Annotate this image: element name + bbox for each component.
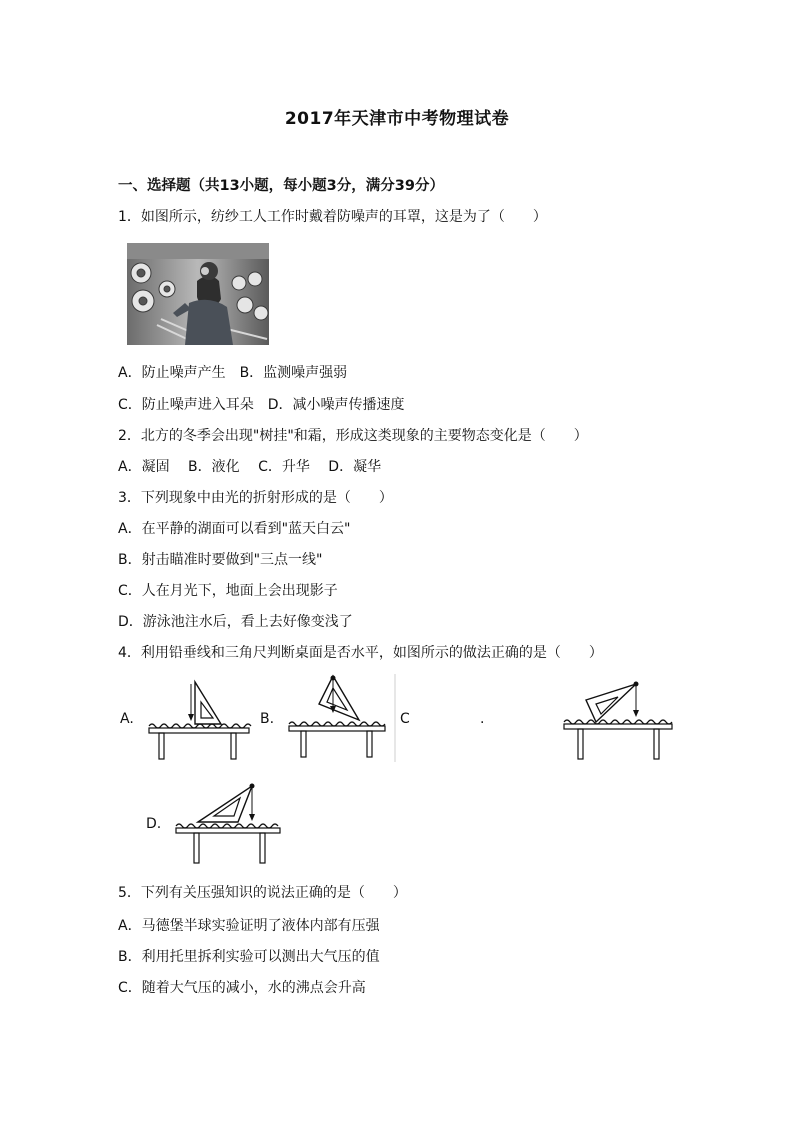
figure-a-diagram <box>145 676 253 764</box>
question-5-stem: 5．下列有关压强知识的说法正确的是（ ） <box>118 885 407 901</box>
question-1-options-ab: A．防止噪声产生 B．监测噪声强弱 <box>118 365 348 381</box>
figure-c-label-dot: . <box>480 711 485 727</box>
question-3-option-a: A．在平静的湖面可以看到"蓝天白云" <box>118 521 351 537</box>
question-5-option-b: B．利用托里拆利实验可以测出大气压的值 <box>118 949 380 965</box>
page-title: 2017年天津市中考物理试卷 <box>284 109 510 129</box>
figure-c-label: C <box>400 711 410 727</box>
figure-b-diagram <box>285 668 397 764</box>
section-heading: 一、选择题（共13小题，每小题3分，满分39分） <box>118 178 444 194</box>
question-1-photo <box>127 243 269 345</box>
question-3-option-d: D．游泳池注水后，看上去好像变浅了 <box>118 614 353 630</box>
question-1-options-cd: C．防止噪声进入耳朵 D．减小噪声传播速度 <box>118 397 405 413</box>
figure-a-label: A. <box>120 711 134 727</box>
question-3-option-c: C．人在月光下，地面上会出现影子 <box>118 583 338 599</box>
question-1-stem: 1．如图所示，纺纱工人工作时戴着防噪声的耳罩，这是为了（ ） <box>118 209 547 225</box>
figure-c-diagram <box>560 672 676 764</box>
question-5-option-a: A．马德堡半球实验证明了液体内部有压强 <box>118 918 380 934</box>
figure-b-label: B. <box>260 711 275 727</box>
question-5-option-c: C．随着大气压的减小，水的沸点会升高 <box>118 980 366 996</box>
question-4-stem: 4．利用铅垂线和三角尺判断桌面是否水平，如图所示的做法正确的是（ ） <box>118 645 603 661</box>
question-2-options: A．凝固 B．液化 C．升华 D．凝华 <box>118 459 382 475</box>
question-2-stem: 2．北方的冬季会出现"树挂"和霜，形成这类现象的主要物态变化是（ ） <box>118 428 588 444</box>
question-3-option-b: B．射击瞄准时要做到"三点一线" <box>118 552 323 568</box>
figure-d-label: D. <box>146 816 162 832</box>
question-3-stem: 3．下列现象中由光的折射形成的是（ ） <box>118 490 393 506</box>
figure-d-diagram <box>172 778 284 868</box>
